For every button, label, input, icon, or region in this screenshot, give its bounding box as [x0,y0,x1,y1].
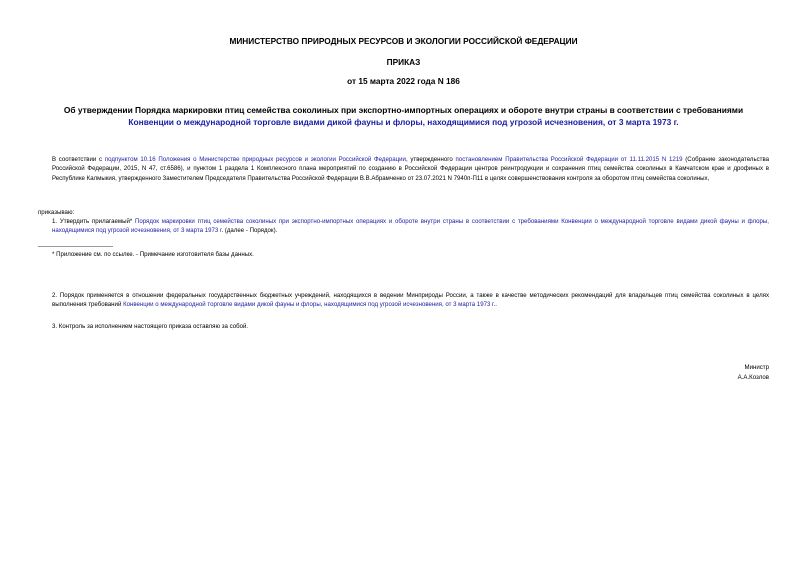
paragraph-item-2 [38,291,769,310]
p4-convention-link[interactable]: Конвенции о международной торговле видами дикой фауны и флоры, находящимися под угрозой исчезновения, от 3 марта 1973 г. [123,301,496,309]
paragraph-item-1 [38,217,769,236]
p4-text-b: . [495,301,497,309]
footnote: * Приложение см. по ссылке. - Примечание изготовителя базы данных. [52,251,254,258]
order-date: от 15 марта 2022 года N 186 [347,76,460,86]
p1-regulation-link[interactable]: подпунктом 10.16 Положения о Министерстве природных ресурсов и экологии Российской Федерации [104,156,406,163]
title-line1: Об утверждении Порядка маркировки птиц семейства соколиных при экспортно-импортных операциях и обороте внутри страны в соответствии с требованиями [63,105,744,115]
p3-text-a: 1. Утвердить прилагаемый* [52,218,135,225]
p1-text-c: (Собрание законодательства Российской Федерации, 2015, N 47, ст.6586), и пунктом 1 раздела 1 Комплексного плана мероприятий по созданию в Российской Федерации центров реинтродукции и сохранения птиц семейства соколиных в Камчатском крае и дрофиных в Республике Калмыкия, утвержденного Заместителем Председателя Правительства Российской Федерации В.В.Абрамченко от 23.07.2021 N 7940п-П11 в целях совершенствования контроля за оборотом птиц семейства соколиных, [52,156,770,182]
footnote-divider [38,246,113,247]
p3-text-b: (далее - Порядок). [223,227,278,235]
p1-decree-link[interactable]: постановлением Правительства Российской Федерации от 11.11.2015 N 1219 [455,156,683,163]
p4-text-a: 2. Порядок применяется в отношении федеральных государственных бюджетных учреждений, находящихся в ведении Минприроды России, а также в качестве методических рекомендаций для владельцев птиц семейства соколиных в целях выполнения требований [52,292,769,309]
paragraph-item-3: 3. Контроль за исполнением настоящего приказа оставляю за собой. [52,323,249,330]
title-convention-link[interactable]: Конвенции о международной торговле видами дикой фауны и флоры, находящимися под угрозой исчезновения, от 3 марта 1973 г. [128,117,679,127]
paragraph-basis [38,155,769,183]
paragraph-order-word: приказываю: [38,209,75,216]
p1-text-b: , утвержденного [405,156,456,163]
signature-name: А.А.Козлов [737,374,769,381]
signature-position: Министр [744,364,769,371]
order-heading: ПРИКАЗ [386,57,421,67]
ministry-heading: МИНИСТЕРСТВО ПРИРОДНЫХ РЕСУРСОВ И ЭКОЛОГИИ РОССИЙСКОЙ ФЕДЕРАЦИИ [229,36,578,46]
p3-procedure-link[interactable]: Порядок маркировки птиц семейства соколиных при экспортно-импортных операциях и обороте внутри страны в соответствии с требованиями Конвенции о международной торговле видами дикой фауны и флоры, находящимися под угрозой исчезновения, от 3 марта 1973 г. [52,218,769,235]
p1-text-a: В соответствии с [52,156,105,163]
document-title [0,104,807,128]
